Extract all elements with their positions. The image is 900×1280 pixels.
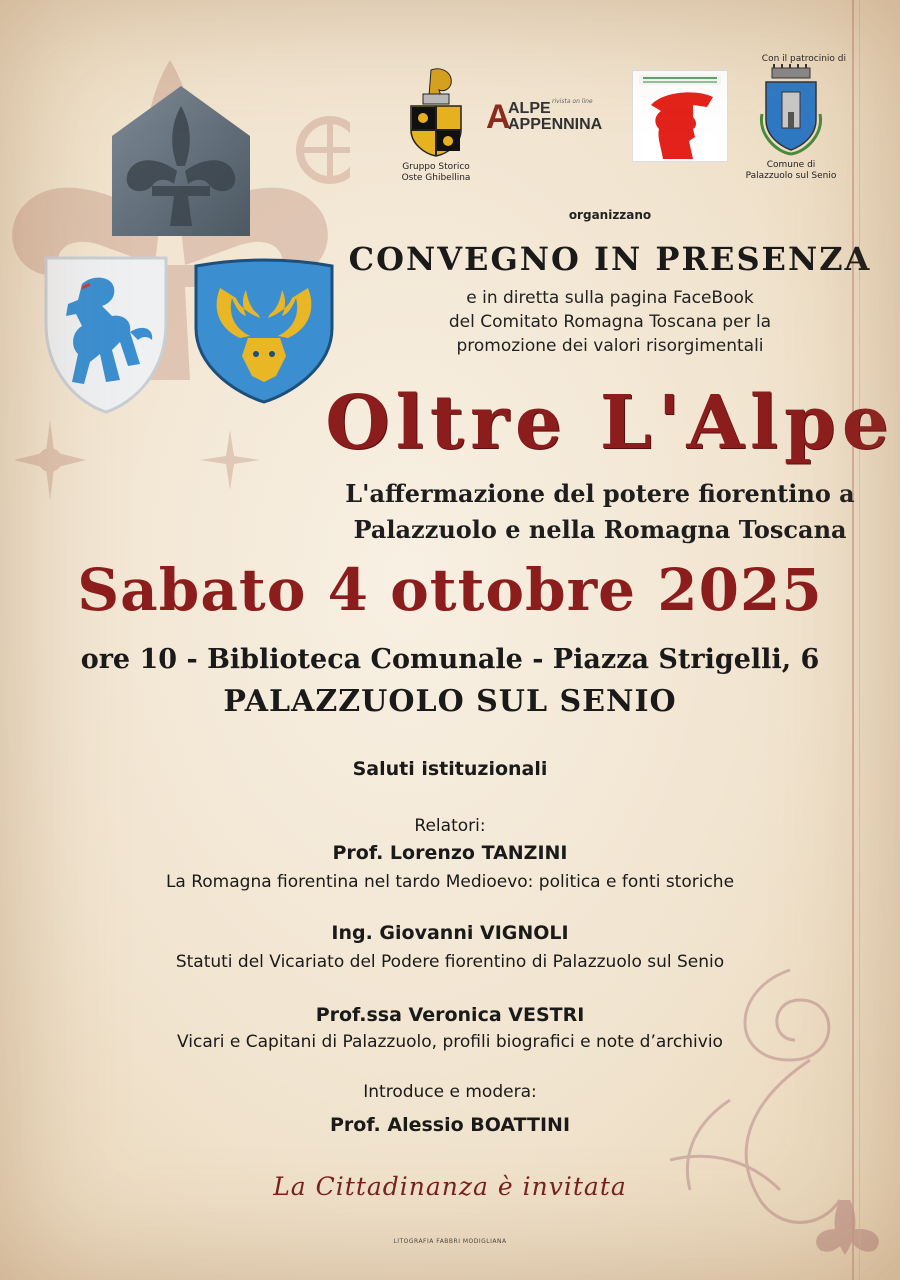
lion-shield	[42, 254, 170, 414]
diretta-line-3: promozione dei valori risorgimentali	[456, 336, 764, 356]
saluti-label: Saluti istituzionali	[352, 758, 548, 780]
griffin-crest-icon	[401, 66, 471, 158]
speaker-topic-2: Statuti del Vicariato del Podere fiorentino di Palazzuolo sul Senio	[175, 952, 725, 972]
oste-caption-2: Oste Ghibellina	[401, 173, 471, 183]
oste-ghibellina-logo	[388, 66, 484, 184]
speaker-name-2: Ing. Giovanni VIGNOLI	[331, 922, 569, 944]
relatori-label: Relatori:	[414, 816, 486, 836]
deer-shield	[190, 258, 338, 404]
alpe-line2: APPENNINA	[508, 116, 603, 133]
red-silhouette-icon	[633, 71, 727, 161]
oste-caption-1: Gruppo Storico	[402, 162, 470, 172]
diretta-line-1: e in diretta sulla pagina FaceBook	[466, 288, 754, 308]
alpe-appennina-logo	[486, 96, 616, 140]
comitato-romagna-toscana-logo	[632, 70, 728, 162]
speaker-name-1: Prof. Lorenzo TANZINI	[332, 842, 568, 864]
comune-caption-1: Comune di	[766, 160, 816, 170]
event-date: Sabato 4 ottobre 2025	[77, 556, 823, 624]
alpe-line1: ALPE	[508, 100, 551, 117]
subtitle-line-2: Palazzuolo e nella Romagna Toscana	[353, 515, 847, 544]
speaker-topic-3: Vicari e Capitani di Palazzuolo, profili biografici e note d’archivio	[177, 1032, 723, 1052]
speaker-topic-1: La Romagna fiorentina nel tardo Medioevo: politica e fonti storiche	[165, 872, 735, 892]
alpe-small-text: rivista on line	[552, 98, 593, 105]
event-town: PALAZZUOLO SUL SENIO	[223, 684, 677, 719]
comune-caption-2: Palazzuolo sul Senio	[745, 171, 837, 181]
subtitle-line-1: L'affermazione del potere fiorentino a	[345, 479, 855, 508]
speaker-name-3: Prof.ssa Veronica VESTRI	[315, 1004, 585, 1026]
event-time-place: ore 10 - Biblioteca Comunale - Piazza Strigelli, 6	[80, 644, 820, 675]
patrocinio-label: Con il patrocinio di	[761, 54, 846, 64]
municipal-crest-icon	[756, 64, 826, 156]
alpe-a-glyph: A	[486, 98, 511, 136]
comune-palazzuolo-logo	[736, 54, 846, 182]
main-title: Oltre L'Alpe	[325, 380, 895, 466]
moderator-name: Prof. Alessio BOATTINI	[329, 1114, 571, 1136]
diretta-text	[320, 286, 900, 358]
convegno-heading: CONVEGNO IN PRESENZA	[348, 240, 872, 278]
invitation-text: La Cittadinanza è invitata	[273, 1172, 627, 1201]
intro-label: Introduce e modera:	[363, 1082, 537, 1102]
organizzano-label: organizzano	[568, 208, 652, 222]
subtitle	[330, 476, 870, 548]
stone-fleur-de-lis-relief	[112, 86, 250, 236]
printer-credit: LITOGRAFIA FABBRI MODIGLIANA	[393, 1238, 507, 1245]
diretta-line-2: del Comitato Romagna Toscana per la	[448, 312, 772, 332]
